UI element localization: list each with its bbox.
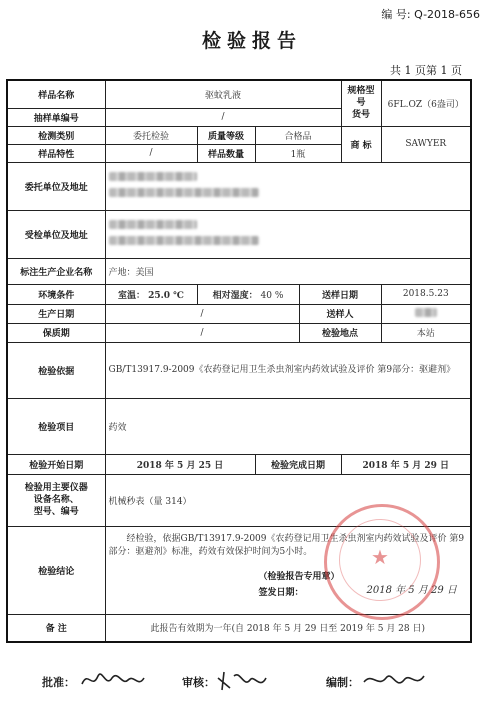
sender-redacted <box>381 304 471 323</box>
remark-label: 备 注 <box>7 614 105 642</box>
trait-label: 样品特性 <box>7 144 105 162</box>
qty-label: 样品数量 <box>197 144 255 162</box>
client-redacted <box>105 162 471 210</box>
quality-label: 质量等级 <box>197 126 255 144</box>
items: 药效 <box>105 398 471 454</box>
conclusion-text: 经检验，依据GB/T13917.9-2009《农药登记用卫生杀虫剂室内药效试验及评价 第9部分：驱避剂》标准，药效有效保护时间为5小时。 <box>108 533 465 557</box>
prod-date-label: 生产日期 <box>7 304 105 323</box>
env-label: 环境条件 <box>7 284 105 304</box>
inspected-redacted <box>105 210 471 258</box>
instrument: 机械秒表（量 314） <box>105 474 471 526</box>
sign-date: 2018 年 5 月 29 日 <box>366 584 457 596</box>
start-label: 检验开始日期 <box>7 454 105 474</box>
items-label: 检验项目 <box>7 398 105 454</box>
humidity-cell <box>197 284 299 304</box>
report-table <box>6 79 472 643</box>
inspected-label: 受检单位及地址 <box>7 210 105 258</box>
test-type: 委托检验 <box>105 126 197 144</box>
location-label: 检验地点 <box>299 323 381 342</box>
report-title: 检验报告 <box>201 30 302 52</box>
quality: 合格品 <box>255 126 341 144</box>
instrument-label: 检验用主要仪器 设备名称、 型号、编号 <box>7 474 105 526</box>
compile-label: 编制： <box>326 676 359 689</box>
prod-date: / <box>105 304 299 323</box>
end-date: 2018 年 5 月 29 日 <box>341 454 471 474</box>
review-label: 审核： <box>182 676 215 689</box>
send-date-label: 送样日期 <box>299 284 381 304</box>
spec-value: 6FL.OZ（6盎司） <box>381 80 471 126</box>
brand-label: 商 标 <box>341 126 381 162</box>
spec-label: 规格型号 货号 <box>341 80 381 126</box>
sender-label: 送样人 <box>299 304 381 323</box>
remark: 此报告有效期为一年(自 2018 年 5 月 29 日至 2019 年 5 月 28 日) <box>105 614 471 642</box>
basis-label: 检验依据 <box>7 342 105 398</box>
shelf: / <box>105 323 299 342</box>
conclusion-cell <box>105 526 471 614</box>
client-label: 委托单位及地址 <box>7 162 105 210</box>
brand: SAWYER <box>381 126 471 162</box>
review-signature <box>214 666 274 694</box>
humidity: 40 % <box>260 290 284 301</box>
manufacturer-label: 标注生产企业名称 <box>7 258 105 284</box>
approve-label: 批准： <box>42 676 75 689</box>
manufacturer: 产地：美国 <box>105 258 471 284</box>
seal-label: （检验报告专用章） <box>258 571 340 582</box>
compile-signature <box>360 666 430 694</box>
humidity-label: 相对湿度： <box>212 290 258 301</box>
trait: / <box>105 144 197 162</box>
sample-name-label: 样品名称 <box>7 80 105 108</box>
sign-date-label: 签发日期： <box>258 587 304 598</box>
location: 本站 <box>381 323 471 342</box>
report-number: 编 号: Q-2018-656 <box>381 8 480 21</box>
signature-footer <box>0 670 504 700</box>
page-count: 共 1 页第 1 页 <box>390 64 462 77</box>
shelf-label: 保质期 <box>7 323 105 342</box>
temperature: 室温： 25.0 ℃ <box>105 284 197 304</box>
sample-no-label: 抽样单编号 <box>7 108 105 126</box>
start-date: 2018 年 5 月 25 日 <box>105 454 255 474</box>
test-type-label: 检测类别 <box>7 126 105 144</box>
qty: 1瓶 <box>255 144 341 162</box>
official-seal-stamp: ★ <box>324 504 440 620</box>
sample-no: / <box>105 108 341 126</box>
send-date: 2018.5.23 <box>381 284 471 304</box>
basis: GB/T13917.9-2009《农药登记用卫生杀虫剂室内药效试验及评价 第9部分：驱避剂》 <box>105 342 471 398</box>
sample-name: 驱蚊乳液 <box>105 80 341 108</box>
approve-signature <box>78 666 148 694</box>
conclusion-label: 检验结论 <box>7 526 105 614</box>
end-label: 检验完成日期 <box>255 454 341 474</box>
